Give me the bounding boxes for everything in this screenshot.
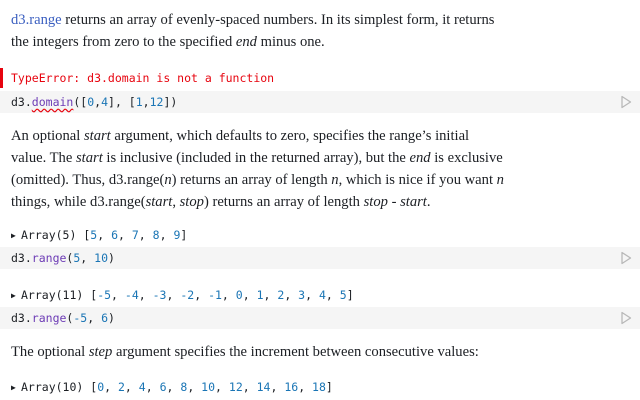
code-token: d3: [11, 95, 25, 109]
play-triangle-icon[interactable]: [620, 251, 632, 265]
code-number: 1: [135, 95, 143, 109]
code-token: .: [24, 251, 32, 265]
para-text: value. The: [11, 150, 76, 166]
code-number: 0: [87, 95, 95, 109]
code-token-error: domain: [31, 95, 74, 109]
para-text: An optional: [11, 128, 84, 144]
array-item: 9: [173, 228, 181, 242]
code-token: ([: [73, 95, 88, 109]
array-item: -3: [152, 288, 167, 302]
code-token: ,: [142, 95, 150, 109]
array-item: 2: [117, 380, 125, 394]
code-token: ,: [80, 251, 95, 265]
array-label: Array(5): [21, 228, 77, 242]
para-text: things, while d3.range(: [11, 194, 146, 210]
para-emphasis: step: [88, 344, 113, 360]
array-item: -2: [180, 288, 195, 302]
code-token: .: [24, 95, 32, 109]
array-separator: ,: [124, 380, 139, 394]
array-separator: ,: [215, 380, 229, 394]
para-text: , which is nice if you want: [338, 172, 497, 188]
code-token: ], [: [108, 95, 136, 109]
array-separator: ,: [242, 380, 257, 394]
intro-text: minus one.: [256, 34, 325, 50]
para-emphasis: n: [331, 172, 339, 188]
intro-text: returns an array of evenly-spaced numbers. In its simplest form, it returns: [61, 12, 495, 28]
intro-paragraph: [11, 9, 531, 53]
array-item: 6: [111, 228, 118, 242]
para-text: The optional: [11, 344, 89, 360]
code-token: ,: [94, 95, 102, 109]
code-token: ): [108, 311, 115, 325]
code-number: 10: [94, 251, 109, 265]
para-emphasis: start: [83, 128, 111, 144]
array-item: 12: [228, 380, 243, 394]
step-paragraph: [11, 341, 531, 363]
error-text: TypeError: d3.domain is not a function: [11, 71, 275, 85]
para-emphasis: stop: [179, 194, 204, 210]
output-array-1[interactable]: ▶ Array(5) [5, 6, 7, 8, 9]: [11, 225, 187, 246]
code-cell-range-5-10[interactable]: [0, 247, 640, 269]
array-separator: ,: [97, 228, 112, 242]
para-text: argument, which defaults to zero, specifies the range’s initial: [110, 128, 470, 144]
array-separator: ,: [325, 288, 340, 302]
para-text: (omitted). Thus, d3.range(: [11, 172, 165, 188]
array-separator: ,: [118, 228, 132, 242]
array-separator: ,: [138, 288, 153, 302]
array-item: 5: [90, 228, 98, 242]
array-item: 7: [131, 228, 139, 242]
array-item: 6: [159, 380, 167, 394]
code-token: ,: [87, 311, 102, 325]
array-separator: ,: [270, 380, 285, 394]
array-separator: ,: [242, 288, 257, 302]
code-token: range: [31, 251, 67, 265]
code-number: 12: [149, 95, 164, 109]
d3-range-link[interactable]: d3.range: [11, 12, 62, 28]
para-text: ,: [172, 194, 180, 210]
para-text: is exclusive: [430, 150, 503, 166]
caret-right-icon[interactable]: ▶: [11, 383, 16, 392]
code-number: 4: [101, 95, 109, 109]
code-token: d3: [11, 251, 25, 265]
output-array-2[interactable]: ▶ Array(11) [-5, -4, -3, -2, -1, 0, 1, 2, 3, 4, 5]: [11, 285, 354, 306]
play-triangle-icon[interactable]: [620, 311, 632, 325]
array-item: 8: [180, 380, 188, 394]
para-emphasis: end: [409, 150, 431, 166]
code-cell-range-neg5-6[interactable]: [0, 307, 640, 329]
array-values: [90, 228, 180, 242]
array-item: 16: [284, 380, 299, 394]
para-text: argument specifies the increment between consecutive values:: [112, 344, 479, 360]
array-item: 1: [256, 288, 264, 302]
array-item: 14: [256, 380, 271, 394]
code-number: 5: [73, 251, 81, 265]
start-paragraph: [11, 125, 531, 213]
code-token: .: [24, 311, 32, 325]
array-item: -1: [208, 288, 222, 302]
code-token: (: [66, 251, 74, 265]
array-values: [97, 380, 326, 394]
output-array-3[interactable]: ▶ Array(10) [0, 2, 4, 6, 8, 10, 12, 14, 16, 18]: [11, 377, 333, 398]
caret-right-icon[interactable]: ▶: [11, 231, 16, 240]
intro-text: the integers from zero to the specified: [11, 34, 236, 50]
array-separator: ,: [298, 380, 313, 394]
array-item: 0: [235, 288, 243, 302]
array-separator: ,: [305, 288, 319, 302]
array-separator: ,: [284, 288, 299, 302]
array-item: 2: [277, 288, 285, 302]
array-separator: ,: [166, 380, 181, 394]
array-separator: ,: [145, 380, 160, 394]
array-label: Array(11): [21, 288, 84, 302]
array-label: Array(10): [21, 380, 84, 394]
array-separator: ,: [194, 288, 209, 302]
array-separator: ,: [263, 288, 278, 302]
para-text: ) returns an array of length: [203, 194, 364, 210]
code-token: (: [66, 311, 74, 325]
para-emphasis: n: [164, 172, 172, 188]
code-token: range: [31, 311, 67, 325]
play-triangle-icon[interactable]: [620, 95, 632, 109]
para-text: is inclusive (included in the returned array), but the: [102, 150, 410, 166]
para-text: ) returns an array of length: [171, 172, 332, 188]
array-item: 10: [201, 380, 216, 394]
array-values: [97, 288, 347, 302]
intro-emphasis: end: [235, 34, 257, 50]
para-emphasis: stop - start: [363, 194, 427, 210]
code-number: 6: [101, 311, 109, 325]
caret-right-icon[interactable]: ▶: [11, 291, 16, 300]
array-item: 3: [298, 288, 306, 302]
array-item: -4: [124, 288, 139, 302]
code-token: d3: [11, 311, 25, 325]
array-separator: ,: [111, 288, 125, 302]
array-separator: ,: [166, 288, 181, 302]
array-item: 4: [138, 380, 146, 394]
array-separator: ,: [138, 228, 153, 242]
code-token: ]): [163, 95, 178, 109]
code-number: -5: [73, 311, 88, 325]
array-separator: ,: [187, 380, 202, 394]
array-separator: ,: [221, 288, 236, 302]
array-separator: ,: [104, 380, 118, 394]
array-item: 8: [152, 228, 160, 242]
para-emphasis: n: [496, 172, 504, 188]
array-separator: ,: [159, 228, 174, 242]
para-emphasis: start: [75, 150, 103, 166]
array-item: 18: [312, 380, 326, 394]
array-item: 4: [318, 288, 326, 302]
array-item: 5: [339, 288, 347, 302]
error-message: [0, 68, 620, 88]
array-item: 0: [97, 380, 105, 394]
para-emphasis: start: [145, 194, 173, 210]
array-item: -5: [97, 288, 112, 302]
para-text: .: [426, 194, 431, 210]
code-token: ): [108, 251, 115, 265]
code-cell-domain[interactable]: [0, 91, 640, 113]
